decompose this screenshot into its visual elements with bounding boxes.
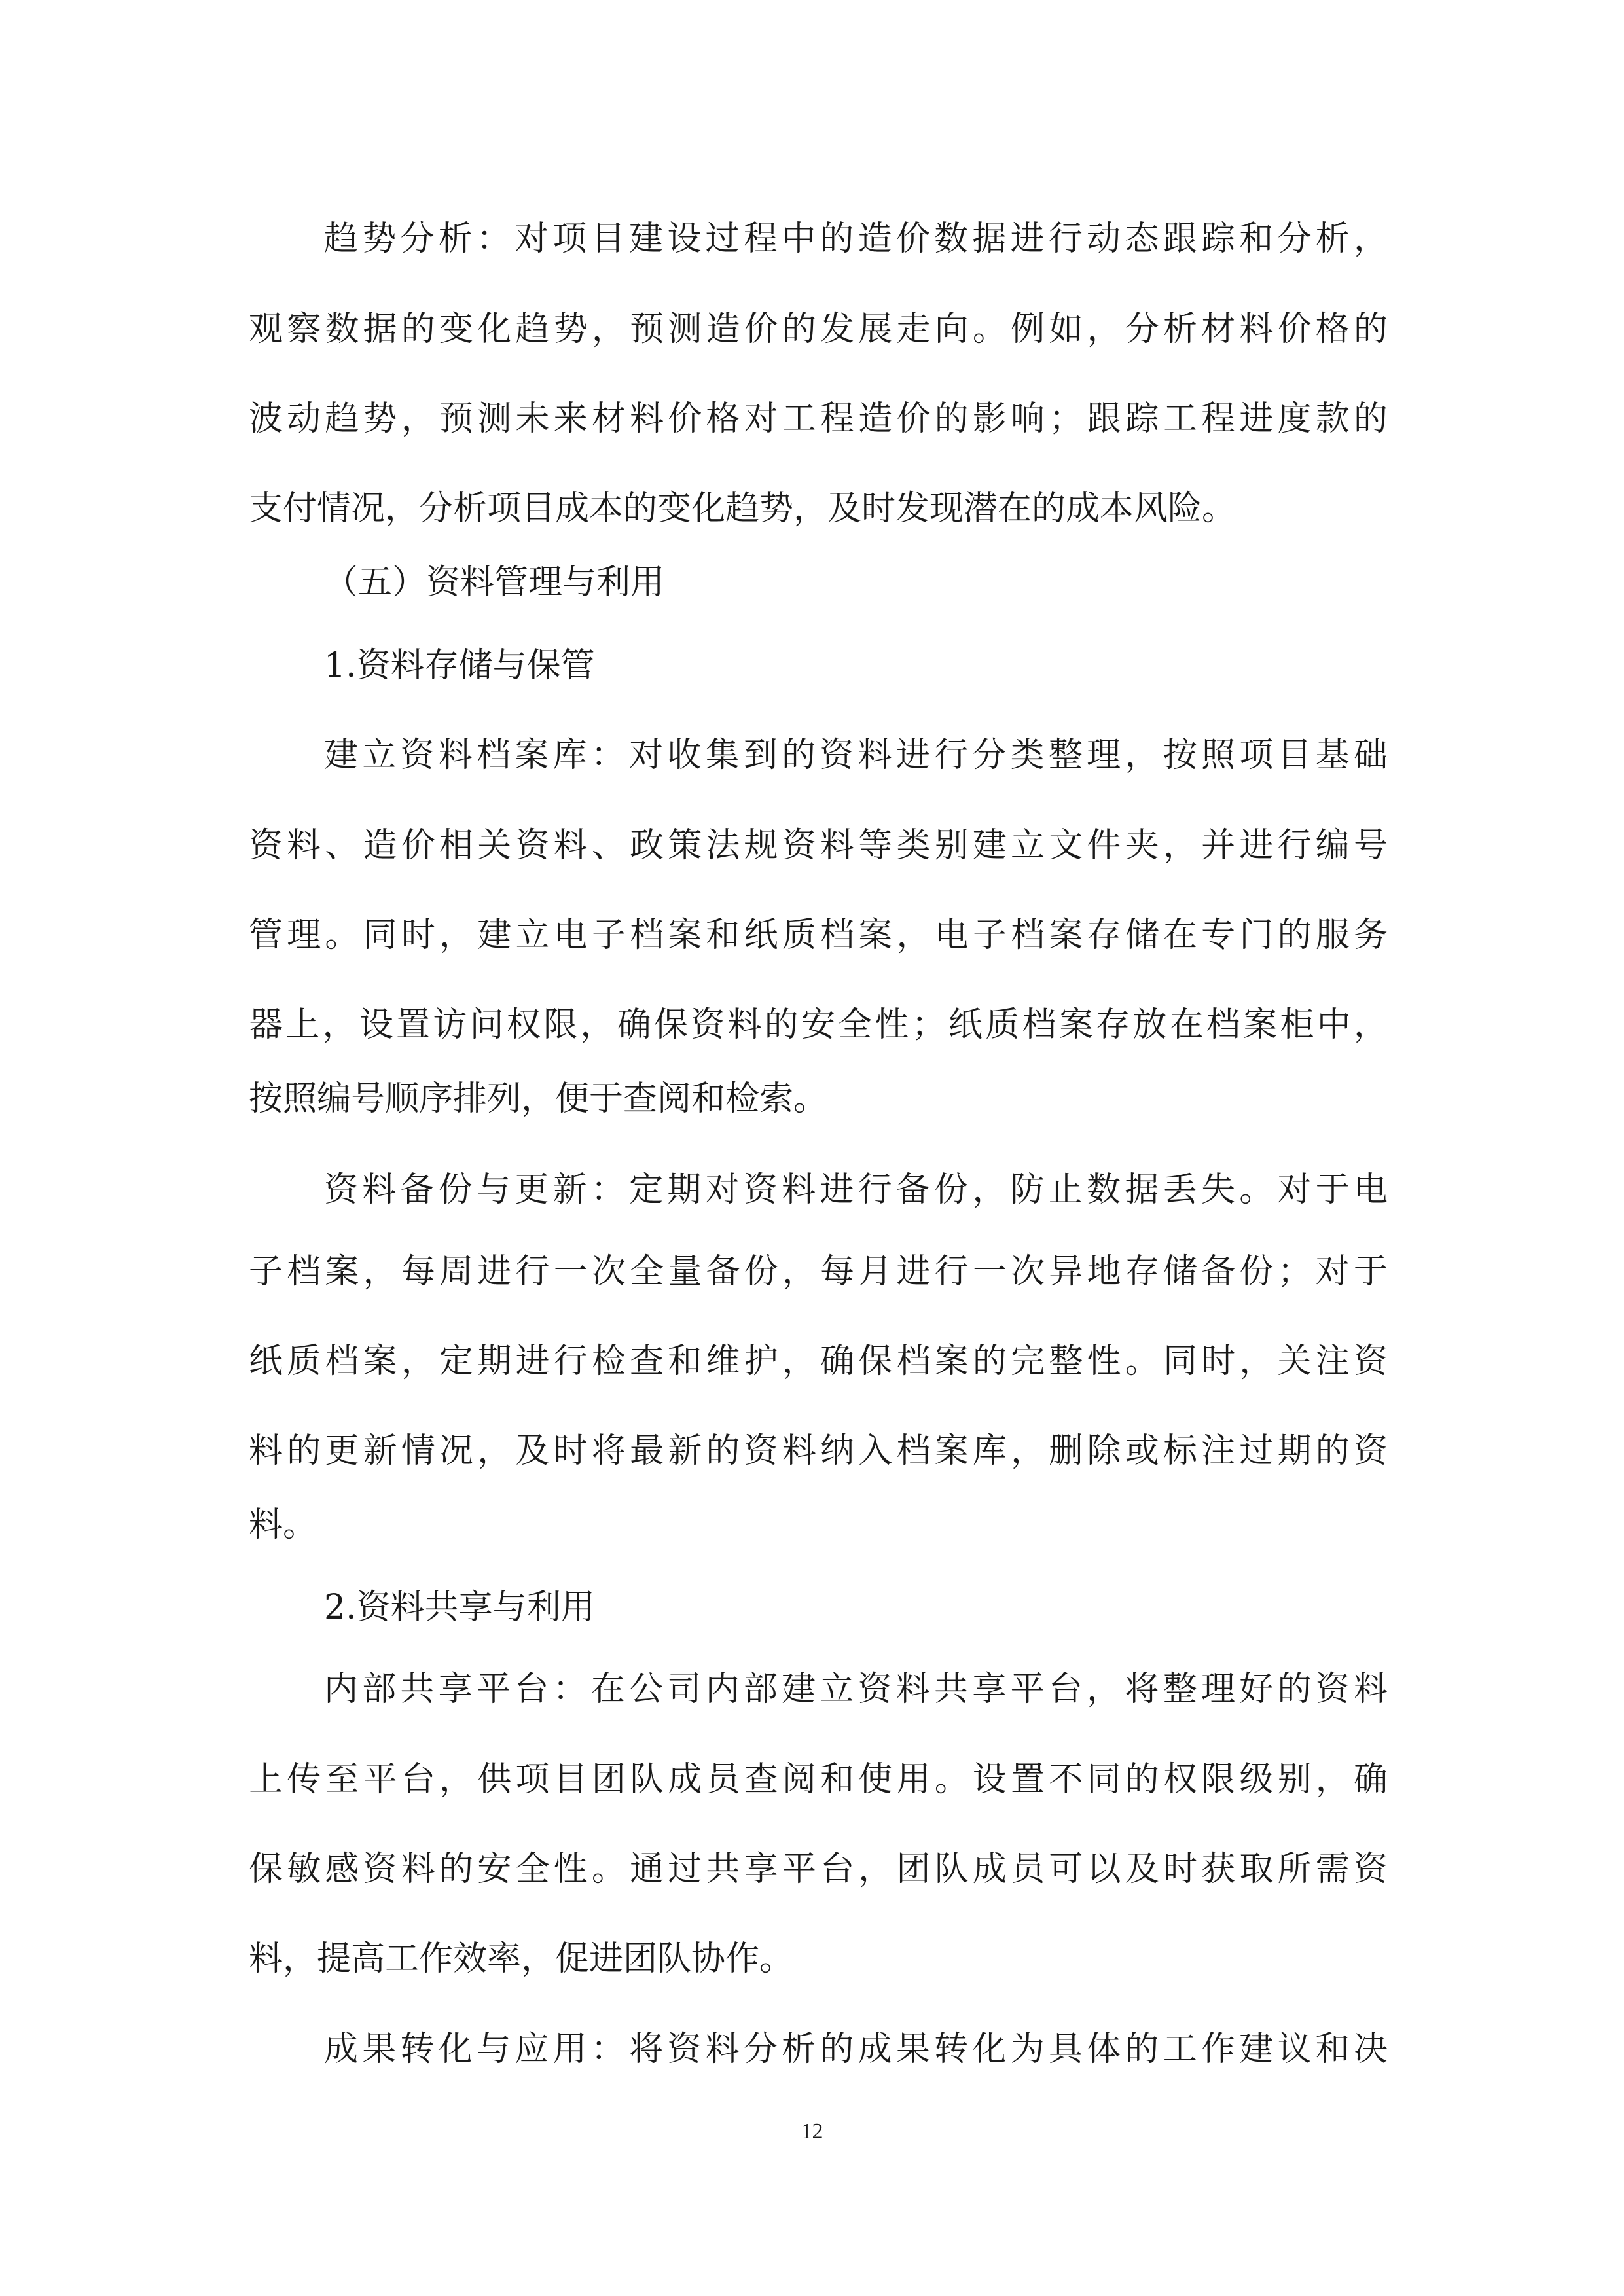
paragraph-line: 资料备份与更新：定期对资料进行备份，防止数据丢失。对于电	[324, 1170, 1388, 1210]
paragraph-line: 成果转化与应用：将资料分析的成果转化为具体的工作建议和决	[324, 2030, 1388, 2069]
paragraph-line: 资料、造价相关资料、政策法规资料等类别建立文件夹，并进行编号	[249, 826, 1388, 865]
paragraph-line: 内部共享平台：在公司内部建立资料共享平台，将整理好的资料	[324, 1670, 1388, 1709]
section-heading: （五）资料管理与利用	[324, 563, 665, 602]
paragraph-line: 建立资料档案库：对收集到的资料进行分类整理，按照项目基础	[324, 736, 1388, 775]
paragraph-line: 趋势分析：对项目建设过程中的造价数据进行动态跟踪和分析，	[324, 219, 1388, 259]
paragraph-line: 保敏感资料的安全性。通过共享平台，团队成员可以及时获取所需资	[249, 1850, 1388, 1889]
subsection-heading-sharing: 2.资料共享与利用	[324, 1588, 595, 1627]
paragraph-line: 纸质档案，定期进行检查和维护，确保档案的完整性。同时，关注资	[249, 1342, 1388, 1381]
paragraph-line: 料的更新情况，及时将最新的资料纳入档案库，删除或标注过期的资	[249, 1431, 1388, 1471]
paragraph-line: 管理。同时，建立电子档案和纸质档案，电子档案存储在专门的服务	[249, 916, 1388, 955]
paragraph-line: 观察数据的变化趋势，预测造价的发展走向。例如，分析材料价格的	[249, 310, 1388, 349]
paragraph-line: 支付情况，分析项目成本的变化趋势，及时发现潜在的成本风险。	[249, 489, 1236, 528]
paragraph-line: 器上，设置访问权限，确保资料的安全性；纸质档案存放在档案柜中，	[249, 1005, 1388, 1045]
subsection-heading-storage: 1.资料存储与保管	[324, 646, 595, 685]
page-number: 12	[801, 2119, 823, 2144]
paragraph-line: 上传至平台，供项目团队成员查阅和使用。设置不同的权限级别，确	[249, 1760, 1388, 1799]
paragraph-line: 料，提高工作效率，促进团队协作。	[249, 1939, 794, 1979]
paragraph-line: 料。	[249, 1505, 317, 1545]
paragraph-line: 按照编号顺序排列，便于查阅和检索。	[249, 1079, 828, 1119]
paragraph-line: 波动趋势，预测未来材料价格对工程造价的影响；跟踪工程进度款的	[249, 399, 1388, 439]
paragraph-line: 子档案，每周进行一次全量备份，每月进行一次异地存储备份；对于	[249, 1252, 1388, 1291]
